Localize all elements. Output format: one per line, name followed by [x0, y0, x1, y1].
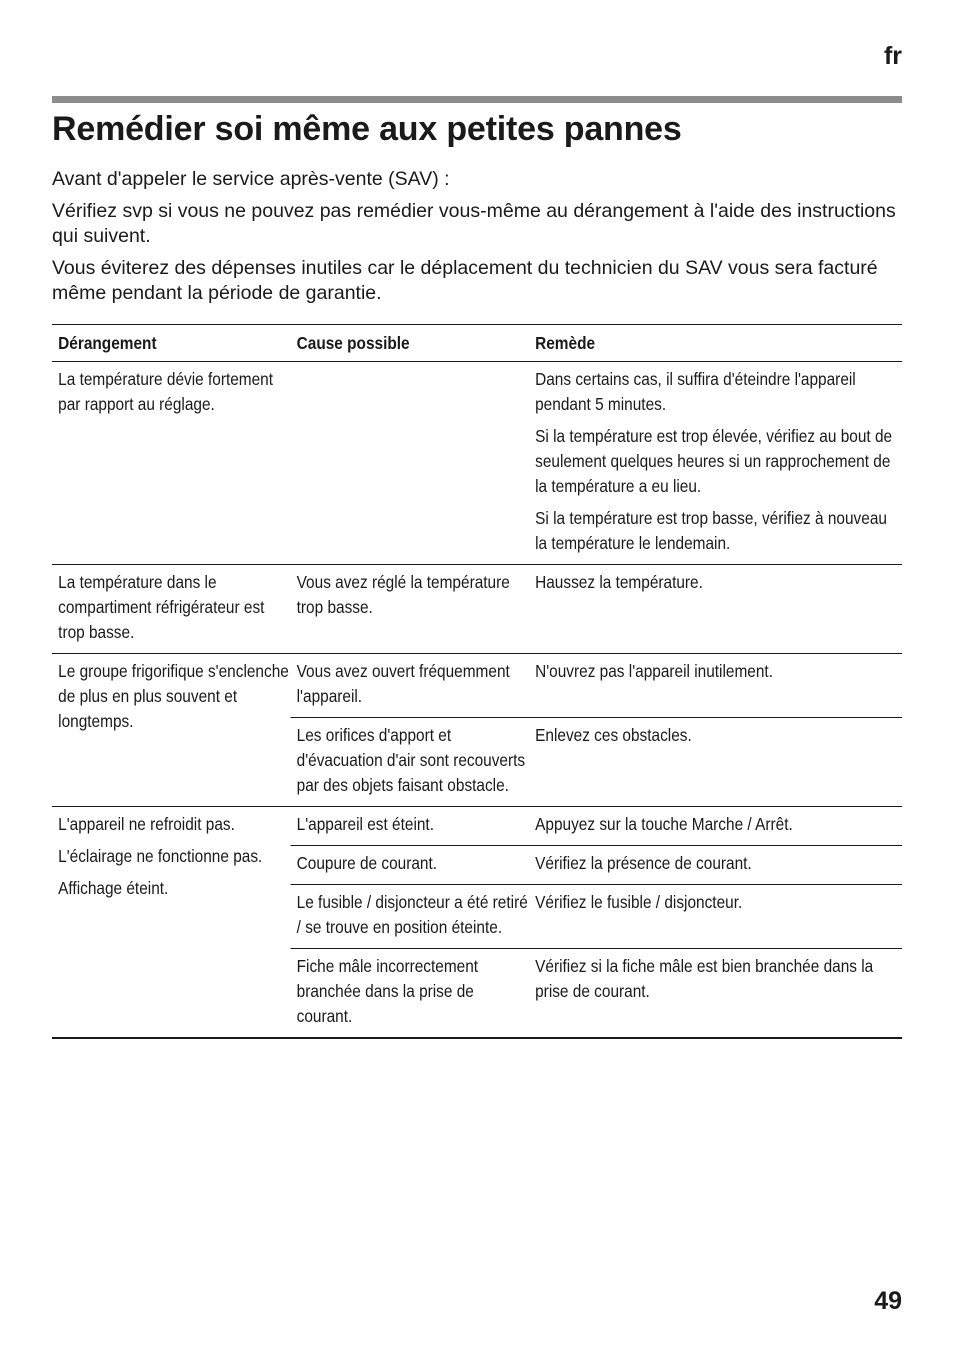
table-header	[52, 325, 902, 362]
remedy-cell	[529, 885, 902, 948]
table-group	[52, 653, 902, 806]
table-group	[52, 362, 902, 564]
remedy-text: Haussez la température.	[535, 572, 703, 592]
cause-text: L'appareil est éteint.	[296, 814, 435, 834]
remedy-text: Vérifiez si la fiche mâle est bien branchée dans la prise de courant.	[535, 956, 874, 1001]
table-row	[290, 845, 902, 884]
page-number: 49	[874, 1287, 902, 1315]
remedy-cell	[529, 846, 902, 884]
cause-text: Vous avez réglé la température trop basse.	[296, 572, 510, 617]
table-row	[290, 654, 902, 717]
language-label: fr	[883, 42, 902, 70]
problem-text: Le groupe frigorifique s'enclenche de plus en plus souvent et longtemps.	[58, 661, 289, 731]
remedy-cell	[529, 718, 902, 806]
table-row	[290, 717, 902, 806]
cause-text: Les orifices d'apport et d'évacuation d'air sont recouverts par des objets faisant obstacle.	[296, 725, 526, 795]
remedy-text: Vérifiez la présence de courant.	[535, 853, 752, 873]
problem-text: L'appareil ne refroidit pas.	[58, 814, 235, 834]
table-row	[290, 362, 902, 564]
remedy-cell	[529, 654, 902, 717]
table-row	[290, 884, 902, 948]
header-problem: Dérangement	[58, 332, 157, 353]
table-row	[290, 948, 902, 1037]
table-row	[290, 565, 902, 628]
intro-paragraph: Avant d'appeler le service après-vente (SAV) :	[52, 168, 450, 190]
remedy-cell	[529, 949, 902, 1037]
problem-text: La température dans le compartiment réfrigérateur est trop basse.	[58, 572, 265, 642]
cause-cell	[290, 846, 528, 884]
problem-cell	[52, 362, 290, 564]
problem-cell	[52, 654, 290, 806]
troubleshooting-table	[52, 324, 902, 1039]
table-group	[52, 564, 902, 653]
cause-cell	[290, 718, 528, 806]
intro-paragraph: Vous éviterez des dépenses inutiles car le déplacement du technicien du SAV vous sera facturé même pendant la période de garantie.	[52, 257, 878, 304]
cause-text: Le fusible / disjoncteur a été retiré / se trouve en position éteinte.	[296, 892, 528, 937]
table-group	[52, 806, 902, 1037]
problem-cell	[52, 807, 290, 1037]
cause-cell	[290, 807, 528, 845]
remedy-text: Si la température est trop basse, vérifiez à nouveau la température le lendemain.	[535, 508, 887, 553]
remedy-text: Vérifiez le fusible / disjoncteur.	[535, 892, 743, 912]
cause-cell	[290, 949, 528, 1037]
cause-text: Vous avez ouvert fréquemment l'appareil.	[296, 661, 510, 706]
table-body	[52, 362, 902, 1037]
page-title: Remédier soi même aux petites pannes	[52, 110, 682, 148]
problem-text: Affichage éteint.	[58, 878, 169, 898]
remedy-cell	[529, 565, 902, 628]
header-cause: Cause possible	[296, 332, 410, 353]
remedy-text: N'ouvrez pas l'appareil inutilement.	[535, 661, 773, 681]
remedy-cell	[529, 807, 902, 845]
cause-cell	[290, 885, 528, 948]
remedy-text: Si la température est trop élevée, vérifiez au bout de seulement quelques heures si un rapprochement de la température a eu lieu.	[535, 426, 893, 496]
cause-cell	[290, 362, 528, 564]
problem-cell	[52, 565, 290, 653]
remedy-text: Appuyez sur la touche Marche / Arrêt.	[535, 814, 793, 834]
remedy-text: Dans certains cas, il suffira d'éteindre l'appareil pendant 5 minutes.	[535, 369, 856, 414]
header-remedy: Remède	[535, 332, 596, 353]
cause-cell	[290, 565, 528, 628]
cause-cell	[290, 654, 528, 717]
cause-text: Coupure de courant.	[296, 853, 438, 873]
problem-text: L'éclairage ne fonctionne pas.	[58, 846, 263, 866]
remedy-text: Enlevez ces obstacles.	[535, 725, 692, 745]
intro-paragraph: Vérifiez svp si vous ne pouvez pas remédier vous-même au dérangement à l'aide des instructions qui suivent.	[52, 200, 896, 247]
cause-text: Fiche mâle incorrectement branchée dans la prise de courant.	[296, 956, 479, 1026]
table-row	[290, 807, 902, 845]
header-rule	[52, 96, 902, 103]
problem-text: La température dévie fortement par rapport au réglage.	[58, 369, 274, 414]
remedy-cell	[529, 362, 902, 564]
